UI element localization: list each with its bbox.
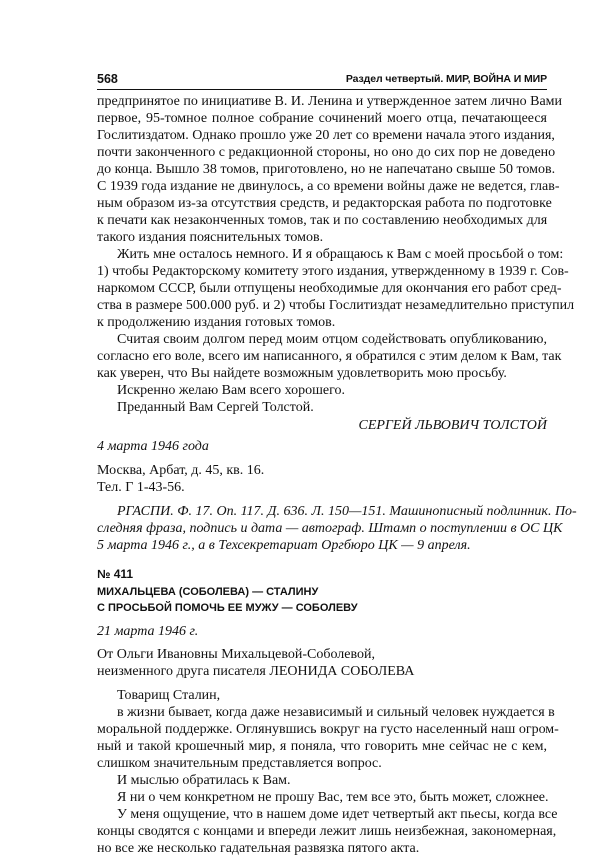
document-date: 21 марта 1946 г. [97, 624, 199, 639]
text-line: ным образом из-за отсутствия средств, и редакторская работа по подготовке [97, 196, 552, 211]
text-line: С 1939 года издание не двинулось, а со времени войны даже не ведется, глав- [97, 179, 560, 194]
text-line: к продолжению издания готовых томов. [97, 315, 336, 330]
document-title-line: С ПРОСЬБОЙ ПОМОЧЬ ЕЕ МУЖУ — СОБОЛЕВУ [97, 602, 358, 614]
page-number: 568 [97, 72, 118, 86]
text-line: до конца. Вышло 38 томов, приготовлено, но не напечатано свыше 50 томов. [97, 162, 556, 177]
text-line: в жизни бывает, когда даже независимый и сильный человек нуждается в [117, 705, 555, 720]
text-line: И мыслью обратилась к Вам. [117, 773, 291, 788]
text-line: моральной поддержке. Оглянувшись вокруг на густо населенный наш огром- [97, 722, 559, 737]
text-line: но все же несколько гадательная развязка пятого акта. [97, 841, 420, 856]
source-note-line: РГАСПИ. Ф. 17. Оп. 117. Д. 636. Л. 150—151. Машинописный подлинник. По- [117, 504, 577, 519]
text-line: Преданный Вам Сергей Толстой. [117, 400, 314, 415]
text-line: Жить мне осталось немного. И я обращаюсь к Вам с моей просьбой о том: [117, 247, 564, 262]
text-line: ный и такой крошечный мир, я поняла, что говорить мне сейчас не с кем, [97, 739, 547, 754]
text-line: первое, 95-томное полное собрание сочинений моего отца, печатающееся [97, 111, 547, 126]
sender-phone: Тел. Г 1-43-56. [97, 480, 185, 495]
text-line: как уверен, что Вы найдете возможным удовлетворить мою просьбу. [97, 366, 507, 381]
text-line: слишком значительным представляется вопрос. [97, 756, 382, 771]
letter-date: 4 марта 1946 года [97, 439, 209, 454]
text-line: У меня ощущение, что в нашем доме идет четвертый акт пьесы, когда все [117, 807, 558, 822]
header-rule [97, 89, 547, 90]
text-line: ства в размере 500.000 руб. и 2) чтобы Гослитиздат незамедлительно приступил [97, 298, 575, 313]
section-title: Раздел четвертый. МИР, ВОЙНА И МИР [345, 73, 547, 85]
text-line: Я ни о чем конкретном не прошу Вас, тем все это, быть может, сложнее. [117, 790, 549, 805]
source-note-line: следняя фраза, подпись и дата — автограф. Штамп о поступлении в ОС ЦК [97, 521, 563, 536]
from-line: неизменного друга писателя ЛЕОНИДА СОБОЛЕВА [97, 664, 415, 679]
text-line: Искренно желаю Вам всего хорошего. [117, 383, 345, 398]
text-line: согласно его воле, всего им написанного, я обратился с этим делом к Вам, так [97, 349, 562, 364]
text-line: Гослитиздатом. Однако прошло уже 20 лет со времени начала этого издания, [97, 128, 555, 143]
signature: СЕРГЕЙ ЛЬВОВИЧ ТОЛСТОЙ [358, 418, 547, 433]
text-line: концы сводятся с концами и впереди лежит лишь неизбежная, закономерная, [97, 824, 557, 839]
source-note-line: 5 марта 1946 г., а в Техсекретариат Оргбюро ЦК — 9 апреля. [97, 538, 471, 553]
salutation: Товарищ Сталин, [117, 688, 221, 703]
text-line: предпринятое по инициативе В. И. Ленина и утвержденное затем лично Вами [97, 94, 563, 109]
text-line: к печати как незаконченных томов, так и по составлению необходимых для [97, 213, 548, 228]
running-header [97, 72, 547, 88]
document-number: № 411 [97, 567, 134, 581]
text-line: почти законченного с редакционной стороны, но оно до сих пор не доведено [97, 145, 556, 160]
text-line: такого издания пояснительных томов. [97, 230, 324, 245]
from-line: От Ольги Ивановны Михальцевой-Соболевой, [97, 647, 376, 662]
text-line: наркомом СССР, были отпущены необходимые для окончания его работ сред- [97, 281, 562, 296]
text-line: Считая своим долгом перед моим отцом содействовать опубликованию, [117, 332, 547, 347]
sender-address: Москва, Арбат, д. 45, кв. 16. [97, 463, 265, 478]
document-title-line: МИХАЛЬЦЕВА (СОБОЛЕВА) — СТАЛИНУ [97, 586, 319, 598]
text-line: 1) чтобы Редакторскому комитету этого издания, утвержденному в 1939 г. Сов- [97, 264, 569, 279]
